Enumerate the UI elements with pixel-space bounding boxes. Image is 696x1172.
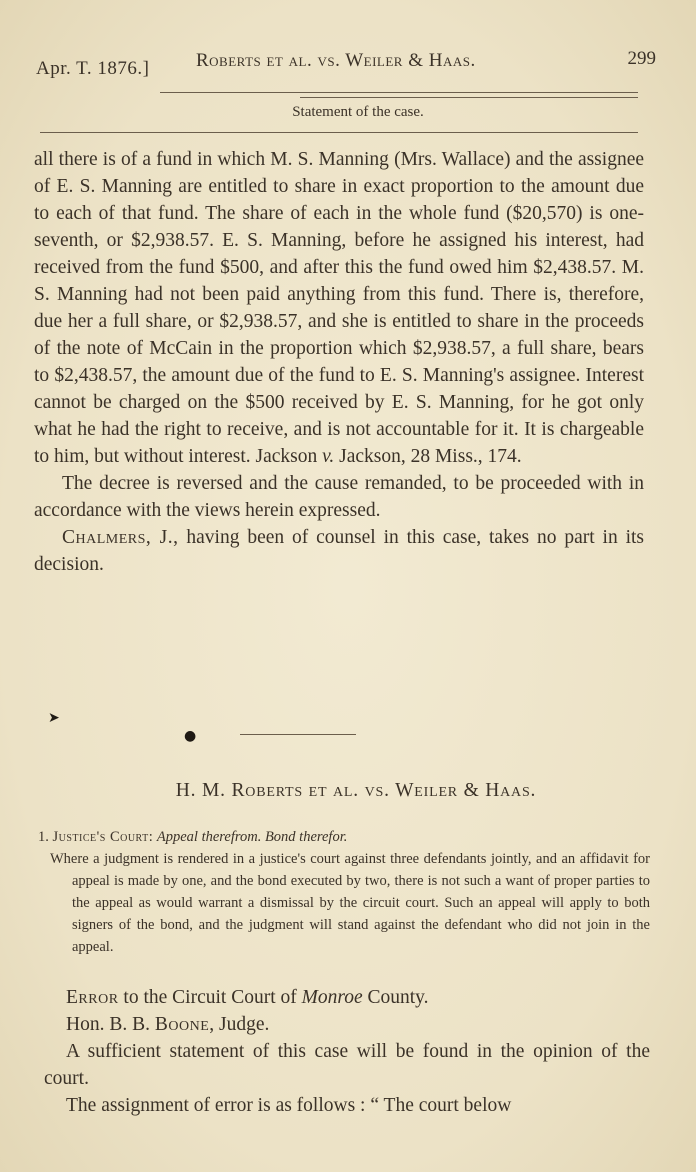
judge-line: Hon. B. B. Boone, Judge. — [66, 1014, 270, 1035]
headnote-text: Where a judgment is rendered in a justice's court against three defendants jointly, and an affidavit for appeal is made by one, and the bond executed by two, there is not such a want of proper parties to the appeal as would warrant a dismissal by the circuit court. Such an appeal will apply to both signers of the bond, and the judgment will stand against the defendant who did not join in the appeal. — [50, 851, 650, 955]
error-line: Error to the Circuit Court of Monroe County. — [66, 987, 429, 1008]
opinion-text — [34, 146, 644, 578]
header-rule-mid — [300, 97, 638, 98]
opinion-paragraph-2: The decree is reversed and the cause remanded, to be proceeded with in accordance with the views herein expressed. — [34, 473, 644, 521]
ink-blot-mark: ➤ — [48, 710, 60, 726]
case-title: H. M. Roberts et al. vs. Weiler & Haas. — [175, 780, 537, 801]
opinion-paragraph-3: Chalmers, J., having been of counsel in this case, takes no part in its decision. — [34, 527, 644, 575]
page-number: 299 — [627, 48, 656, 69]
headnote — [38, 826, 650, 958]
case-statement — [44, 984, 650, 1119]
header-rule-top — [160, 92, 638, 93]
section-divider — [240, 734, 356, 735]
assignment-line: The assignment of error is as follows : “ The court below — [66, 1095, 512, 1116]
running-head — [36, 48, 656, 82]
subhead-rule — [40, 132, 638, 133]
section-subhead: Statement of the case. — [292, 104, 424, 120]
headnote-heading: 1. Justice's Court: Appeal therefrom. Bond therefor. — [38, 829, 348, 845]
ink-dot-mark: ● — [184, 728, 197, 744]
running-case-title: Roberts et al. vs. Weiler & Haas. — [196, 50, 476, 71]
statement-line: A sufficient statement of this case will be found in the opinion of the court. — [44, 1041, 650, 1089]
term-date: Apr. T. 1876.] — [36, 58, 150, 79]
opinion-paragraph-1: all there is of a fund in which M. S. Manning (Mrs. Wallace) and the assignee of E. S. Manning are entitled to share in exact proportion to the amount due to each of that fund. The share of each in the whole fund ($20,570) is one-seventh, or $2,938.57. E. S. Manning, before he assigned his interest, had received from the fund $500, and after this the fund owed him $2,438.57. M. S. Manning had not been paid anything from this fund. There is, therefore, due her a full share, or $2,938.57, and she is entitled to share in the proceeds of the note of McCain in the proportion which $2,938.57, a full share, bears to $2,438.57, the amount due of the fund to E. S. Manning's assignee. Interest cannot be charged on the $500 received by E. S. Manning, for he got only what he had the right to receive, and is not accountable for it. It is chargeable to him, but without interest. Jackson v. Jackson, 28 Miss., 174. — [34, 149, 644, 467]
